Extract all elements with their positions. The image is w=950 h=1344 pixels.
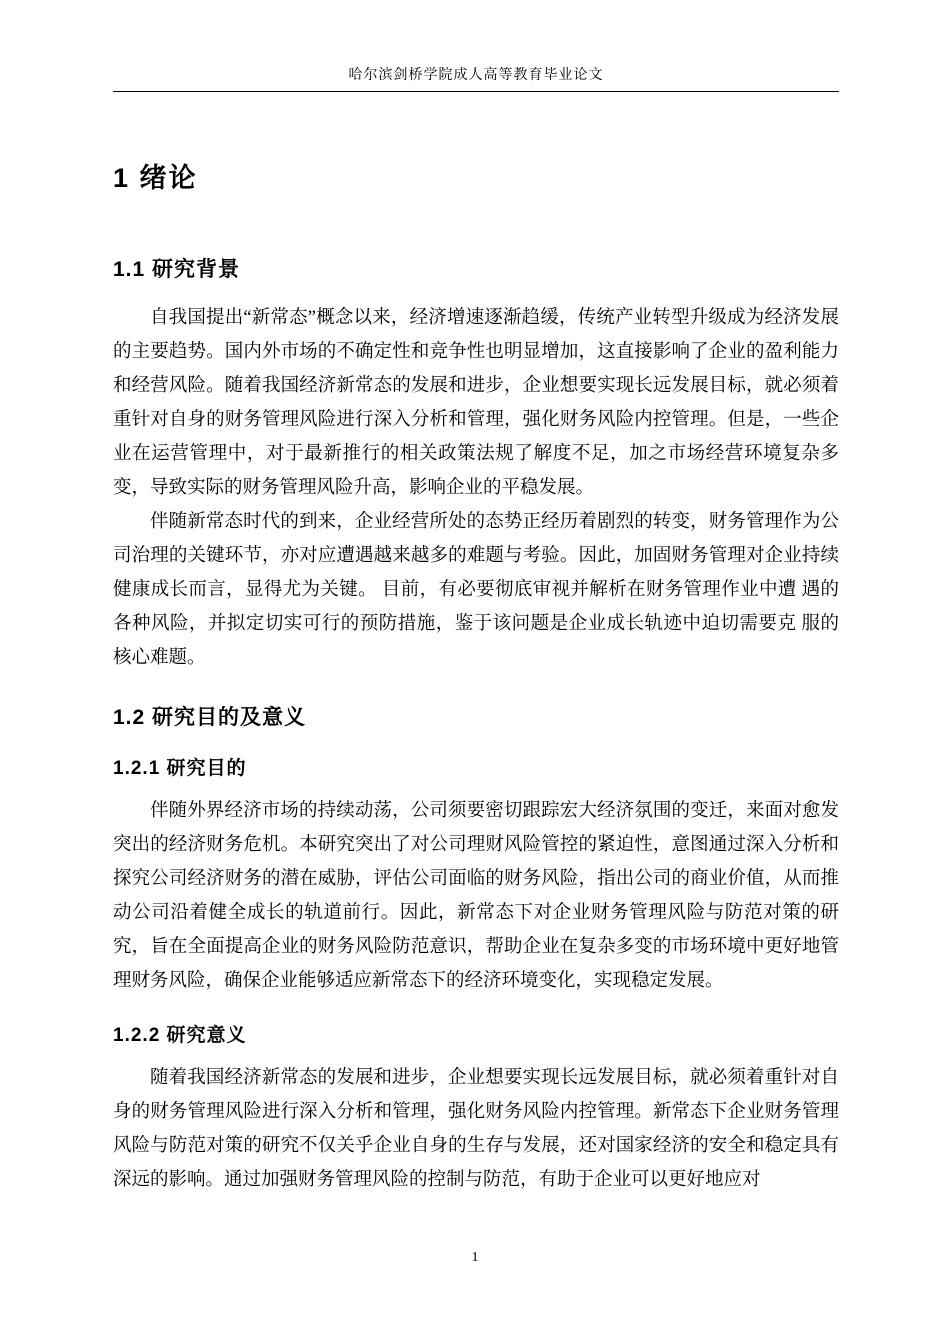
- paragraph-1-1-a: 自我国提出“新常态”概念以来，经济增速逐渐趋缓，传统产业转型升级成为经济发展的主要趋势。国内外市场的不确定性和竞争性也明显增加，这直接影响了企业的盈利能力和经营风险。随着我国经济新常态的发展和进步，企业想要实现长远发展目标，就必须着重针对自身的财务管理风险进行深入分析和管理，强化财务风险内控管理。但是，一些企业在运营管理中，对于最新推行的相关政策法规了解度不足，加之市场经营环境复杂多变，导致实际的财务管理风险升高，影响企业的平稳发展。: [113, 308, 839, 498]
- subsection-heading-1-2-2: 1.2.2 研究意义: [113, 1025, 247, 1046]
- section-heading-1-2: 1.2 研究目的及意义: [113, 706, 307, 729]
- subsection-heading-1-2-1: 1.2.1 研究目的: [113, 758, 247, 779]
- running-header-title: 哈尔滨剑桥学院成人高等教育毕业论文: [348, 68, 604, 83]
- chapter-title: 1 绪论: [113, 163, 198, 193]
- paragraph-1-2-1: 伴随外界经济市场的持续动荡，公司须要密切跟踪宏大经济氛围的变迁，来面对愈发突出的经济财务危机。本研究突出了对公司理财风险管控的紧迫性，意图通过深入分析和探究公司经济财务的潜在威胁，评估公司面临的财务风险，指出公司的商业价值，从而推动公司沿着健全成长的轨道前行。因此，新常态下对企业财务管理风险与防范对策的研究，旨在全面提高企业的财务风险防范意识，帮助企业在复杂多变的市场环境中更好地管理财务风险，确保企业能够适应新常态下的经济环境变化，实现稳定发展。: [113, 801, 839, 991]
- running-header: [113, 64, 839, 92]
- paragraph-1-2-2: 随着我国经济新常态的发展和进步，企业想要实现长远发展目标，就必须着重针对自身的财务管理风险进行深入分析和管理，强化财务风险内控管理。新常态下企业财务管理风险与防范对策的研究不仅关乎企业自身的生存与发展，还对国家经济的安全和稳定具有深远的影响。通过加强财务管理风险的控制与防范，有助于企业可以更好地应对: [113, 1068, 839, 1190]
- paragraph-1-1-b: 伴随新常态时代的到来，企业经营所处的态势正经历着剧烈的转变，财务管理作为公司治理的关键环节，亦对应遭遇越来越多的难题与考验。因此，加固财务管理对企业持续健康成长而言，显得尤为关键。 目前，有必要彻底审视并解析在财务管理作业中遭 遇的各种风险，并拟定切实可行的预防措施，鉴于该问题是企业成长轨迹中迫切需要克 服的核心难题。: [113, 512, 839, 668]
- section-heading-1-1: 1.1 研究背景: [113, 258, 241, 281]
- page-content: [113, 64, 839, 1197]
- page-number: 1: [471, 1250, 479, 1265]
